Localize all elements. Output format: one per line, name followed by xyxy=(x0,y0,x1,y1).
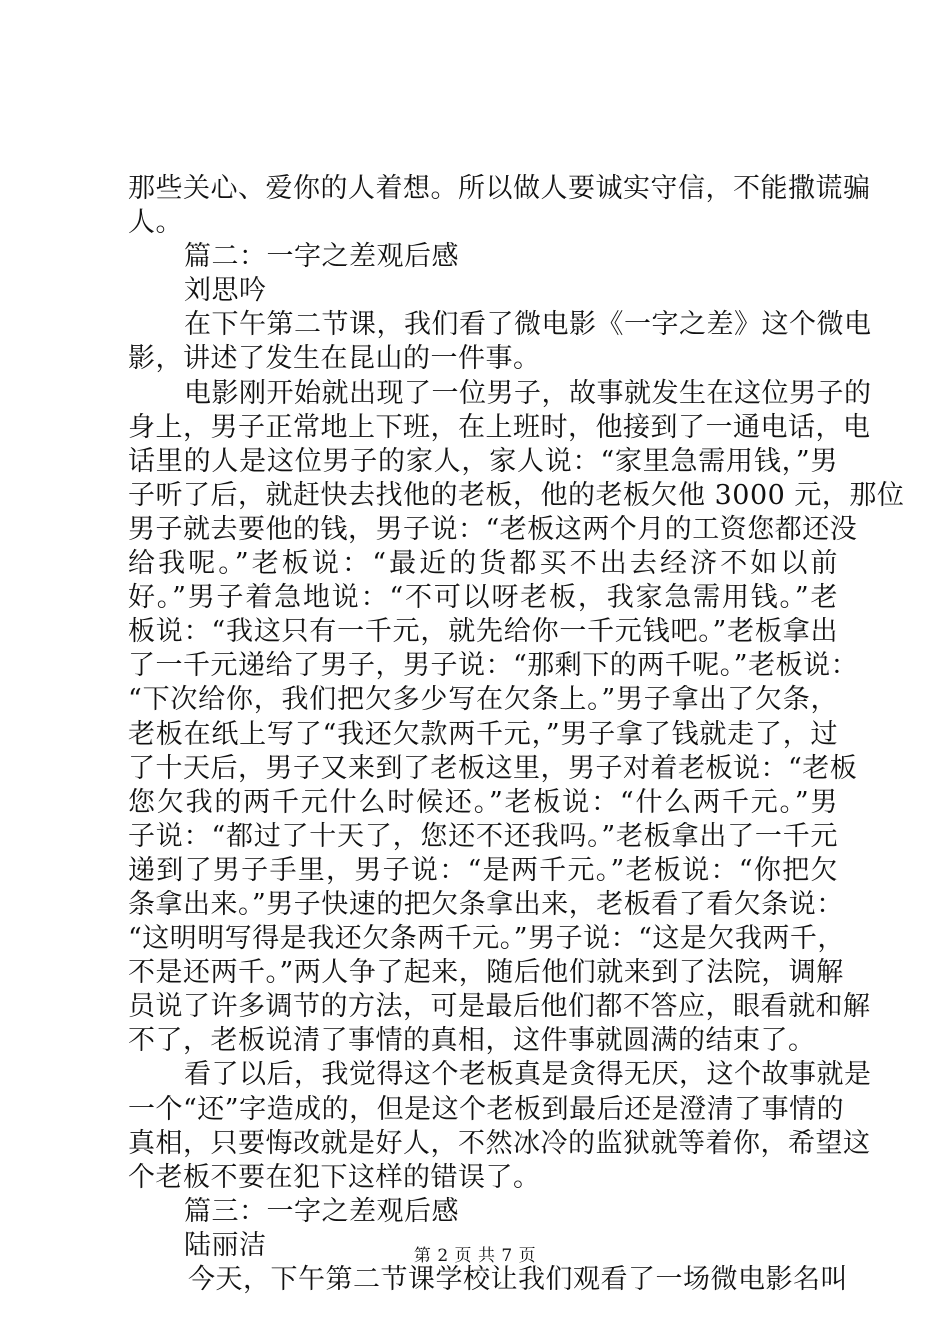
text-line: 了一千元递给了男子，男子说：“那剩下的两千呢。”老板说： xyxy=(128,650,859,682)
text-line: 子听了后，就赶快去找他的老板，他的老板欠他 3000 元，那位 xyxy=(128,479,905,511)
text-line: 刘思吟 xyxy=(184,275,267,307)
text-line: “这明明写得是我还欠条两千元。”男子说：“这是欠我两千， xyxy=(128,923,845,955)
text-line: 身上，男子正常地上下班，在上班时，他接到了一通电话，电 xyxy=(128,411,871,443)
text-line: 个老板不要在犯下这样的错误了。 xyxy=(128,1161,541,1193)
text-line: 一个“还”字造成的，但是这个老板到最后还是澄清了事情的 xyxy=(128,1093,845,1125)
text-line: 那些关心、爱你的人着想。所以做人要诚实守信，不能撒谎骗 xyxy=(128,173,871,204)
text-line: 影，讲述了发生在昆山的一件事。 xyxy=(128,343,541,375)
text-line: 员说了许多调节的方法，可是最后他们都不答应，眼看就和解 xyxy=(128,991,871,1023)
page-footer: 第 2 页 共 7 页 xyxy=(413,1246,537,1266)
text-line: 篇二：一字之差观后感 xyxy=(184,241,459,273)
text-line: 篇三：一字之差观后感 xyxy=(184,1195,459,1227)
text-line: 话里的人是这位男子的家人，家人说：“家里急需用钱，”男 xyxy=(128,445,838,477)
text-line: 不了，老板说清了事情的真相，这件事就圆满的结束了。 xyxy=(128,1025,816,1057)
text-line: 您欠我的两千元什么时候还。”老板说：“什么两千元。”男 xyxy=(128,786,838,818)
text-line: 了十天后，男子又来到了老板这里，男子对着老板说：“老板 xyxy=(128,752,858,784)
text-line: 条拿出来。”男子快速的把欠条拿出来，老板看了看欠条说： xyxy=(128,888,844,920)
text-line: 板说：“我这只有一千元，就先给你一千元钱吧。”老板拿出 xyxy=(128,616,838,648)
text-line: 人。 xyxy=(128,207,183,239)
text-line: 陆丽洁 xyxy=(184,1229,267,1261)
text-line: 在下午第二节课，我们看了微电影《一字之差》这个微电 xyxy=(184,309,872,341)
text-line: 子说：“都过了十天了，您还不还我吗。”老板拿出了一千元 xyxy=(128,820,838,852)
text-line: 给我呢。”老板说：“最近的货都买不出去经济不如以前 xyxy=(128,548,838,580)
text-line: 电影刚开始就出现了一位男子，故事就发生在这位男子的 xyxy=(184,377,872,409)
text-line: 好。”男子着急地说：“不可以呀老板，我家急需用钱。”老 xyxy=(128,582,838,614)
text-line: 真相，只要悔改就是好人，不然冰冷的监狱就等着你，希望这 xyxy=(128,1127,871,1159)
text-line: 递到了男子手里，男子说：“是两千元。”老板说：“你把欠 xyxy=(128,854,838,886)
text-line: 今天，下午第二节课学校让我们观看了一场微电影名叫 xyxy=(188,1264,848,1295)
text-line: “下次给你，我们把欠多少写在欠条上。”男子拿出了欠条， xyxy=(128,684,838,716)
text-line: 看了以后，我觉得这个老板真是贪得无厌，这个故事就是 xyxy=(184,1059,872,1091)
document-body xyxy=(128,172,905,1297)
text-line: 男子就去要他的钱，男子说：“老板这两个月的工资您都还没 xyxy=(128,513,858,545)
text-line: 不是还两千。”两人争了起来，随后他们就来到了法院，调解 xyxy=(128,957,844,989)
text-line: 老板在纸上写了“我还欠款两千元，”男子拿了钱就走了，过 xyxy=(128,718,838,750)
